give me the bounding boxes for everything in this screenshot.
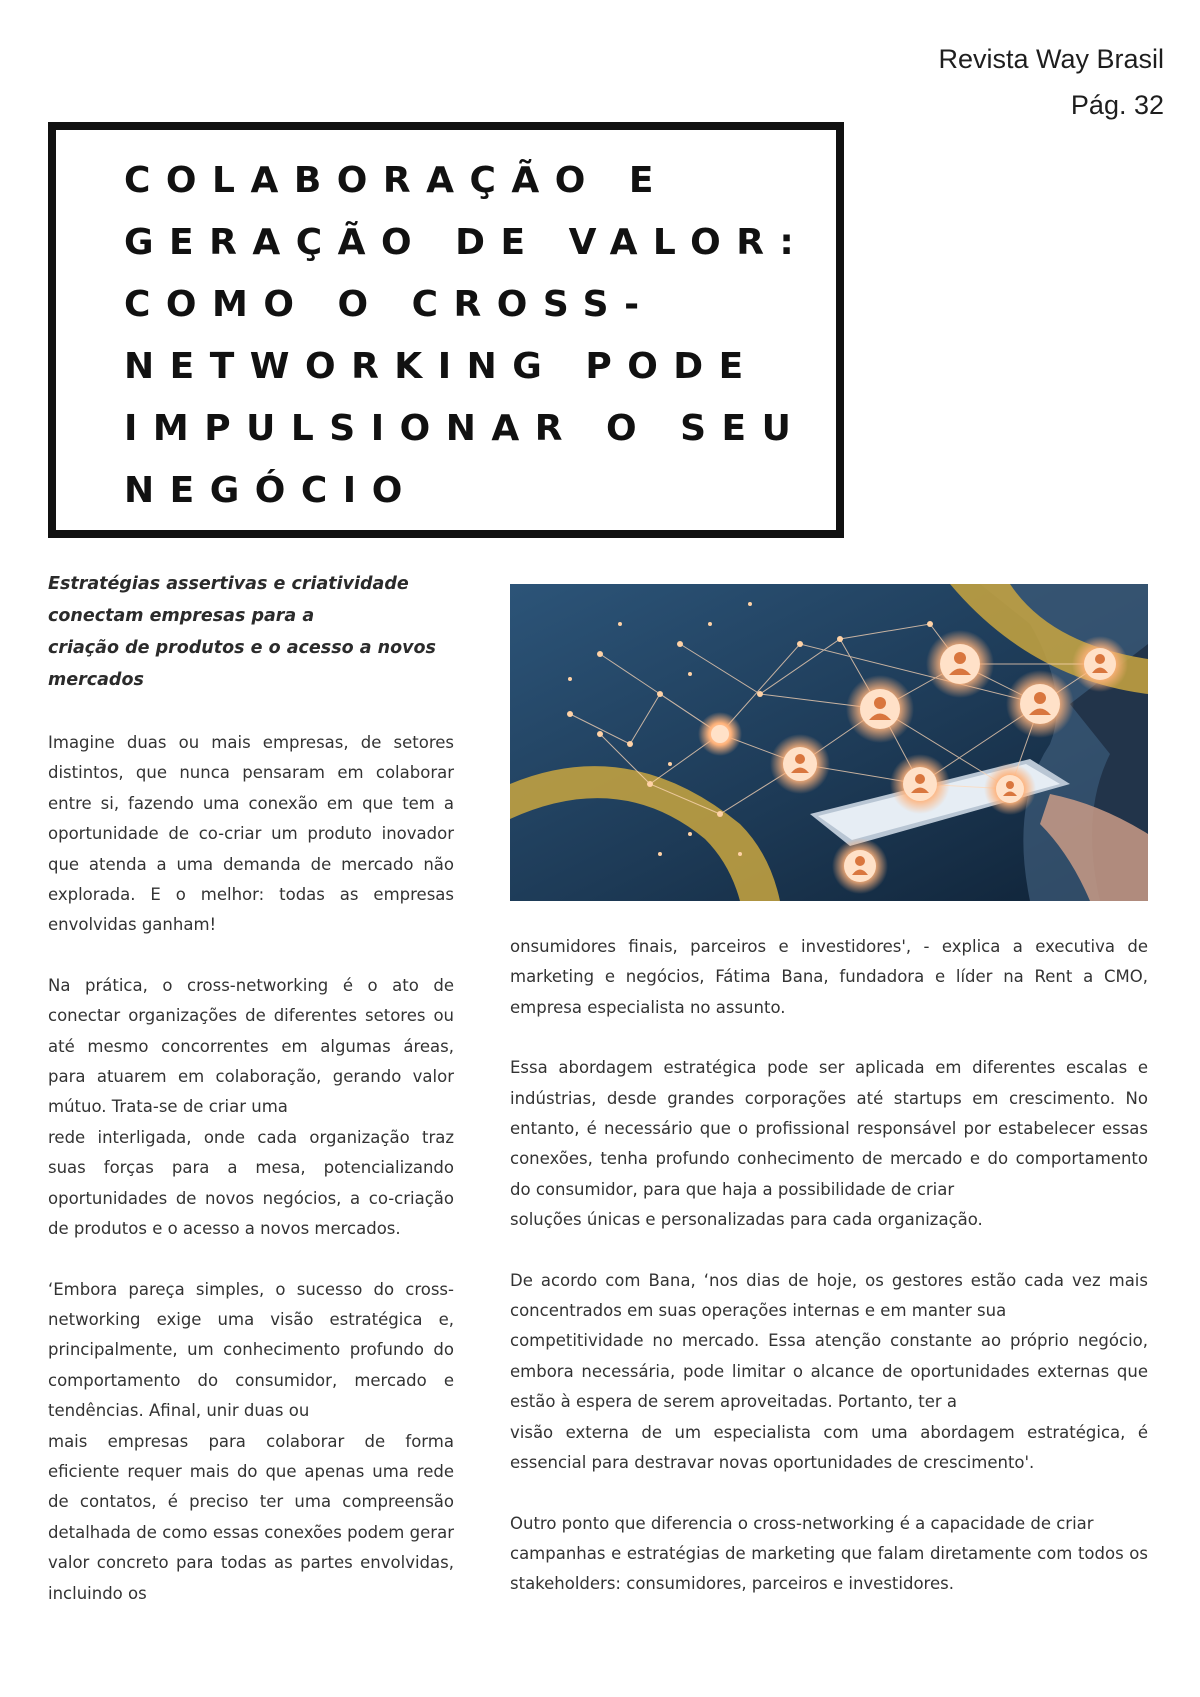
right-column — [510, 932, 1148, 1630]
network-illustration — [510, 584, 1148, 901]
masthead — [938, 36, 1164, 128]
title-box — [48, 122, 844, 538]
paragraph: Na prática, o cross-networking é o ato de conectar organizações de diferentes setores ou até mesmo concorrentes em algumas áreas, para atuarem em colaboração, gerando valor mútuo. Trata-se de criar uma rede interligada, onde cada organização traz suas forças para a mesa, potencializando oportunidades de novos negócios, a co-criação de produtos e o acesso a novos mercados. — [48, 975, 454, 1239]
left-column — [48, 728, 454, 1639]
paragraph: Imagine duas ou mais empresas, de setores distintos, que nunca pensaram em colaborar entre si, fazendo uma conexão em que tem a oportunidade de co-criar um produto inovador que atenda a uma demanda de mercado não explorada. E o melhor: todas as empresas envolvidas ganham! — [48, 733, 454, 935]
page-number: Pág. 32 — [1070, 90, 1164, 120]
paragraph: ‘Embora pareça simples, o sucesso do cross-networking exige uma visão estratégica e, principalmente, um conhecimento profundo do comportamento do consumidor, mercado e tendências. Afinal, unir duas ou mais empresas para colaborar de forma eficiente requer mais do que apenas uma rede de contatos, é preciso ter uma compreensão detalhada de como essas conexões podem gerar valor concreto para todas as partes envolvidas, incluindo os — [48, 1279, 454, 1603]
paragraph: De acordo com Bana, ‘nos dias de hoje, os gestores estão cada vez mais concentrados em suas operações internas e em manter sua competitividade no mercado. Essa atenção constante ao próprio negócio, embora necessária, pode limitar o alcance de oportunidades externas que estão à espera de serem aproveitadas. Portanto, ter a visão externa de um especialista com uma abordagem estratégica, é essencial para destravar novas oportunidades de crescimento'. — [510, 1270, 1148, 1473]
paragraph: Essa abordagem estratégica pode ser aplicada em diferentes escalas e indústrias, desde grandes corporações até startups em crescimento. No entanto, é necessário que o profissional responsável por estabelecer essas conexões, tenha profundo conhecimento de mercado e do comportamento do consumidor, para que haja a possibilidade de criar soluções únicas e personalizadas para cada organização. — [510, 1058, 1148, 1230]
business-network-photo — [510, 584, 1148, 901]
article-title: COLABORAÇÃO E GERAÇÃO DE VALOR: COMO O CROSS- NETWORKING PODE IMPULSIONAR O SEU NEGÓCIO — [124, 160, 810, 511]
magazine-name: Revista Way Brasil — [938, 44, 1164, 74]
article-lede: Estratégias assertivas e criatividade conectam empresas para a criação de produtos e o acesso a novos mercados — [48, 574, 436, 690]
paragraph: onsumidores finais, parceiros e investidores', - explica a executiva de marketing e negócios, Fátima Bana, fundadora e líder na Rent a CMO, empresa especialista no assunto. — [510, 937, 1148, 1017]
paragraph: Outro ponto que diferencia o cross-networking é a capacidade de criar campanhas e estratégias de marketing que falam diretamente com todos os stakeholders: consumidores, parceiros e investidores. — [510, 1513, 1148, 1594]
